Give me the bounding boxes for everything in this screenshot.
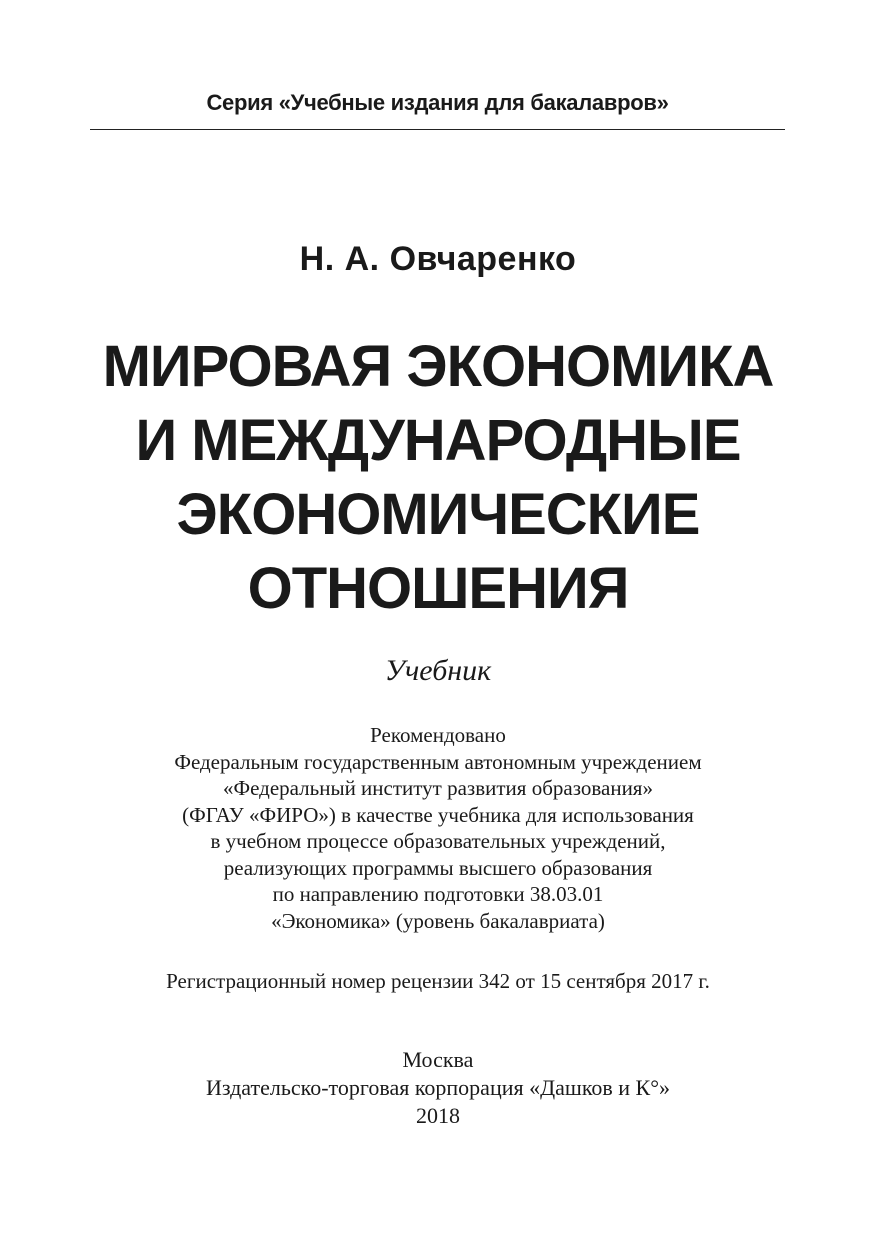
recommendation-line: «Экономика» (уровень бакалавриата) xyxy=(271,908,605,933)
book-type: Учебник xyxy=(384,654,492,687)
title-line: МИРОВАЯ ЭКОНОМИКА xyxy=(102,334,774,399)
recommendation-block xyxy=(60,722,816,934)
recommendation-line: реализующих программы высшего образования xyxy=(223,855,653,880)
recommendation-line: в учебном процессе образовательных учреждений, xyxy=(210,829,666,853)
title-line: И МЕЖДУНАРОДНЫЕ xyxy=(135,408,741,473)
book-title xyxy=(0,330,876,626)
author-name: Н. А. Овчаренко xyxy=(299,240,577,278)
recommendation-line: Рекомендовано xyxy=(370,723,506,747)
title-line: ЭКОНОМИЧЕСКИЕ xyxy=(176,482,700,547)
recommendation-line: (ФГАУ «ФИРО») в качестве учебника для использования xyxy=(182,802,694,827)
registration-number: Регистрационный номер рецензии 342 от 15 сентября 2017 г. xyxy=(166,969,710,993)
recommendation-line: по направлению подготовки 38.03.01 xyxy=(272,882,604,906)
imprint-block xyxy=(0,1046,876,1130)
title-line: ОТНОШЕНИЯ xyxy=(247,556,629,621)
imprint-year: 2018 xyxy=(416,1103,460,1128)
imprint-city: Москва xyxy=(402,1047,474,1072)
imprint-publisher: Издательско-торговая корпорация «Дашков и К°» xyxy=(205,1075,671,1100)
series-heading: Серия «Учебные издания для бакалавров» xyxy=(206,90,669,115)
recommendation-line: «Федеральный институт развития образования» xyxy=(223,776,653,800)
recommendation-line: Федеральным государственным автономным учреждением xyxy=(174,749,702,774)
header-divider xyxy=(90,129,785,130)
